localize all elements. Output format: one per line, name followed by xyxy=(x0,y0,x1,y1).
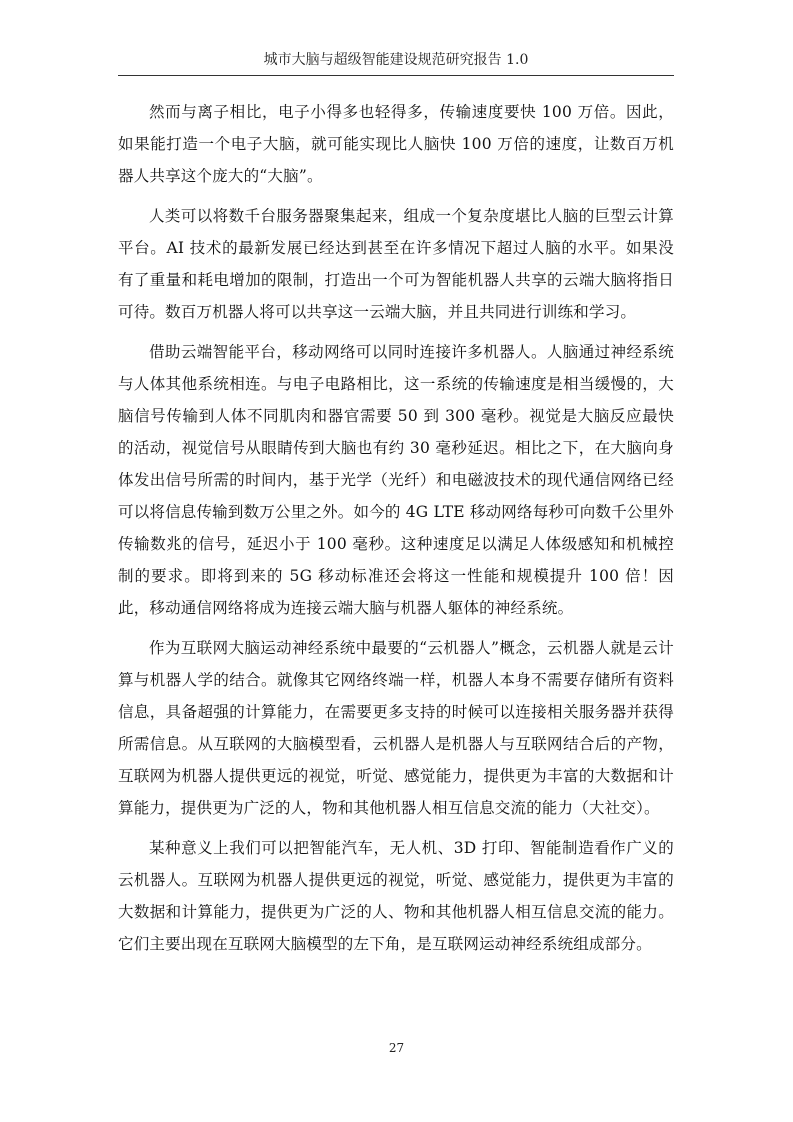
paragraph-3: 借助云端智能平台，移动网络可以同时连接许多机器人。人脑通过神经系统与人体其他系统相连。与电子电路相比，这一系统的传输速度是相当缓慢的，大脑信号传输到人体不同肌肉和器官需要 50 到 300 毫秒。视觉是大脑反应最快的活动，视觉信号从眼睛传到大脑也有约 30 毫秒延迟。相比之下，在大脑向身体发出信号所需的时间内，基于光学（光纤）和电磁波技术的现代通信网络已经可以将信息传输到数万公里之外。如今的 4G LTE 移动网络每秒可向数千公里外传输数兆的信号，延迟小于 100 毫秒。这种速度足以满足人体级感知和机械控制的要求。即将到来的 5G 移动标准还会将这一性能和规模提升 100 倍！因此，移动通信网络将成为连接云端大脑与机器人躯体的神经系统。 xyxy=(118,343,675,617)
paragraph-2: 人类可以将数千台服务器聚集起来，组成一个复杂度堪比人脑的巨型云计算平台。AI 技术的最新发展已经达到甚至在许多情况下超过人脑的水平。如果没有了重量和耗电增加的限制，打造出一个可为智能机器人共享的云端大脑将指日可待。数百万机器人将可以共享这一云端大脑，并且共同进行训练和学习。 xyxy=(118,207,674,321)
body-text xyxy=(118,96,674,968)
paragraph-4: 作为互联网大脑运动神经系统中最要的“云机器人”概念，云机器人就是云计算与机器人学的结合。就像其它网络终端一样，机器人本身不需要存储所有资料信息，具备超强的计算能力，在需要更多支持的时候可以连接相关服务器并获得所需信息。从互联网的大脑模型看，云机器人是机器人与互联网结合后的产物，互联网为机器人提供更远的视觉，听觉、感觉能力，提供更为丰富的大数据和计算能力，提供更为广泛的人，物和其他机器人相互信息交流的能力（大社交）。 xyxy=(118,639,674,817)
paragraph-5: 某种意义上我们可以把智能汽车，无人机、3D 打印、智能制造看作广义的云机器人。互联网为机器人提供更远的视觉，听觉、感觉能力，提供更为丰富的大数据和计算能力，提供更为广泛的人、物和其他机器人相互信息交流的能力。它们主要出现在互联网大脑模型的左下角，是互联网运动神经系统组成部分。 xyxy=(118,839,674,953)
paragraph-1: 然而与离子相比，电子小得多也轻得多，传输速度要快 100 万倍。因此，如果能打造一个电子大脑，就可能实现比人脑快 100 万倍的速度，让数百万机器人共享这个庞大的“大脑”。 xyxy=(118,103,674,185)
page-number: 27 xyxy=(388,1041,405,1055)
running-header: 城市大脑与超级智能建设规范研究报告 1.0 xyxy=(263,52,529,68)
header-rule xyxy=(118,75,674,76)
